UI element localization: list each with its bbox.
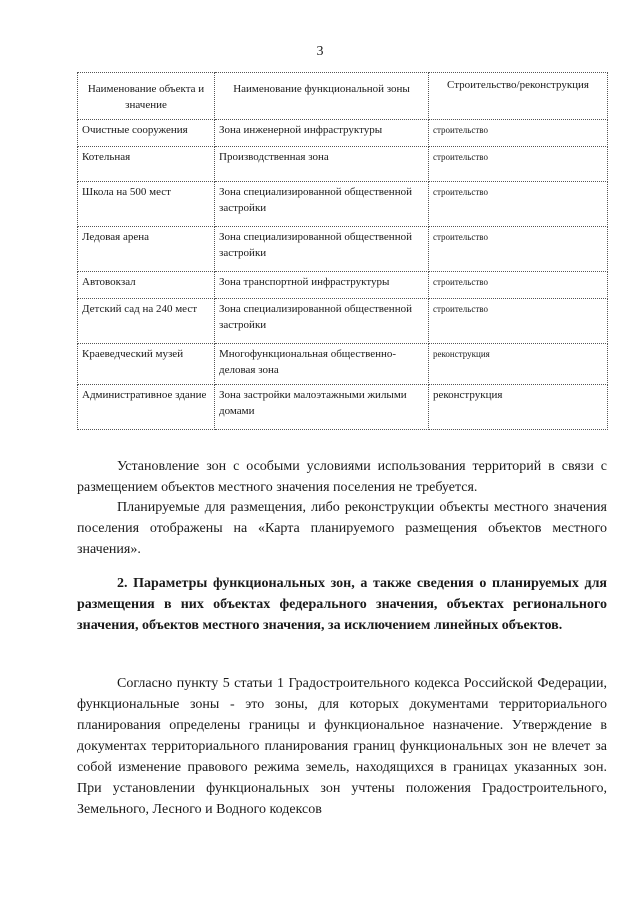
cell-construction: строительство <box>429 299 608 344</box>
cell-object: Автовокзал <box>78 272 215 299</box>
cell-construction: реконструкция <box>429 385 608 430</box>
table-row <box>78 272 608 299</box>
table-row <box>78 344 608 385</box>
table-row <box>78 385 608 430</box>
objects-table <box>77 72 608 430</box>
paragraph-map-reference: Планируемые для размещения, либо реконструкции объекты местного значения поселения отображены на «Карта планируемого размещения объектов местного значения». <box>77 500 607 557</box>
cell-object: Школа на 500 мест <box>78 182 215 227</box>
cell-construction: строительство <box>429 227 608 272</box>
cell-zone: Зона инженерной инфраструктуры <box>215 120 429 147</box>
cell-object: Детский сад на 240 мест <box>78 299 215 344</box>
table-row <box>78 147 608 182</box>
cell-zone: Многофункциональная общественно-деловая зона <box>215 344 429 385</box>
table-row <box>78 182 608 227</box>
table-row <box>78 227 608 272</box>
cell-zone: Зона специализированной общественной застройки <box>215 299 429 344</box>
page-number: 3 <box>316 44 324 59</box>
cell-construction: строительство <box>429 182 608 227</box>
cell-construction: строительство <box>429 272 608 299</box>
header-zone: Наименование функциональной зоны <box>215 73 429 120</box>
paragraph-special-zones: Установление зон с особыми условиями использования территорий в связи с размещением объектов местного значения поселения не требуется. <box>77 459 607 495</box>
cell-zone: Производственная зона <box>215 147 429 182</box>
table-header-row <box>78 73 608 120</box>
cell-zone: Зона специализированной общественной застройки <box>215 227 429 272</box>
cell-zone: Зона транспортной инфраструктуры <box>215 272 429 299</box>
paragraph-functional-zones: Согласно пункту 5 статьи 1 Градостроительного кодекса Российской Федерации, функциональные зоны - это зоны, для которых документами территориального планирования определены границы и функциональное назначение. Утверждение в документах территориального планирования границ функциональных зон не влечет за собой изменение правового режима земель, находящихся в границах указанных зон. При установлении функциональных зон учтены положения Градостроительного, Земельного, Лесного и Водного кодексов <box>77 676 607 817</box>
cell-construction: строительство <box>429 120 608 147</box>
cell-zone: Зона застройки малоэтажными жилыми домами <box>215 385 429 430</box>
header-construction: Строительство/реконструкция <box>429 73 608 120</box>
table-row <box>78 120 608 147</box>
cell-zone: Зона специализированной общественной застройки <box>215 182 429 227</box>
cell-construction: реконструкция <box>429 344 608 385</box>
cell-object: Ледовая арена <box>78 227 215 272</box>
table-row <box>78 299 608 344</box>
cell-object: Котельная <box>78 147 215 182</box>
cell-object: Краеведческий музей <box>78 344 215 385</box>
section-heading: 2. Параметры функциональных зон, а также сведения о планируемых для размещения в них объектах федерального значения, объектах регионального значения, объектов местного значения, за исключением линейных объектов. <box>77 576 607 633</box>
cell-construction: строительство <box>429 147 608 182</box>
cell-object: Административное здание <box>78 385 215 430</box>
header-object: Наименование объекта и значение <box>78 73 215 120</box>
cell-object: Очистные сооружения <box>78 120 215 147</box>
